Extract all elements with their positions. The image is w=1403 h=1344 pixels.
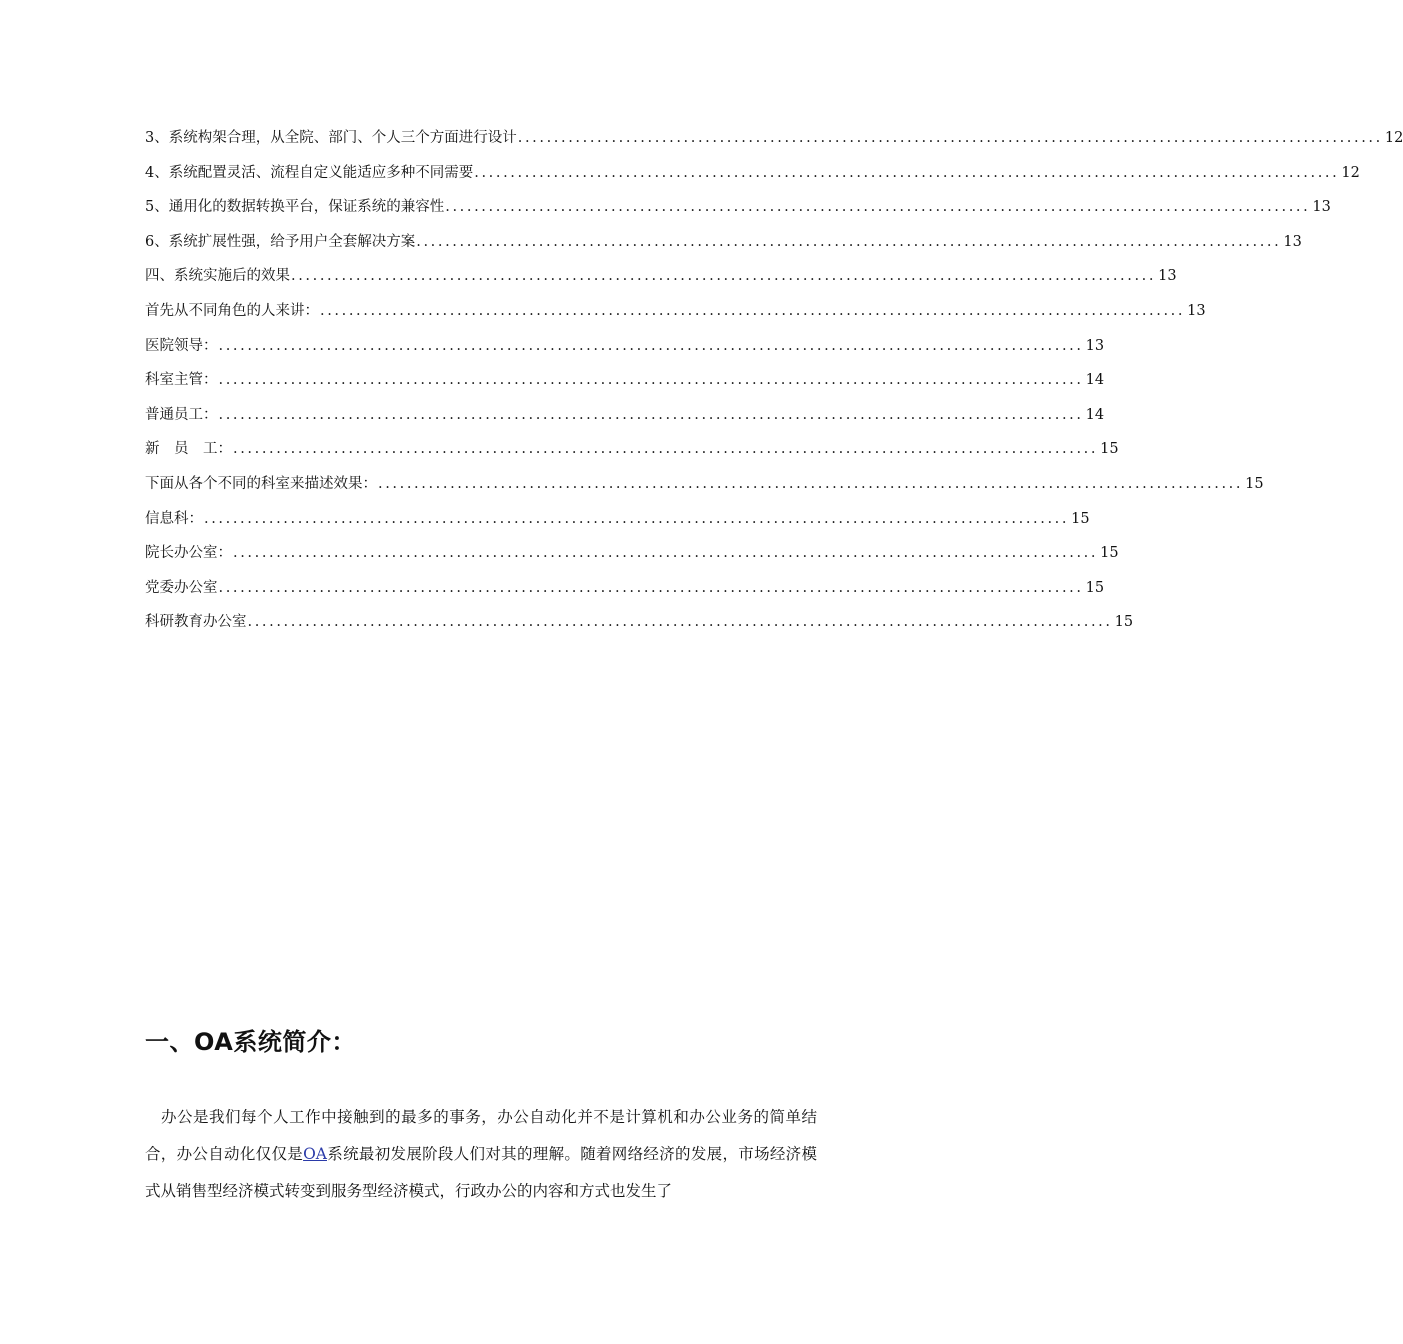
- toc-page-number: 15: [1071, 510, 1090, 527]
- toc-leader-dots: ........................................................................................................................: [445, 199, 1311, 216]
- toc-entry[interactable]: [145, 156, 1360, 191]
- toc-page-number: 13: [1085, 337, 1105, 354]
- section-heading: 一、OA系统简介：: [145, 1028, 356, 1056]
- toc-entry[interactable]: [145, 329, 1105, 364]
- toc-entry-text: 首先从不同角色的人来讲：: [145, 302, 319, 319]
- toc-entry-text: 科室主管：: [145, 372, 218, 389]
- toc-page-number: 13: [1187, 302, 1206, 319]
- toc-entry-text: 4、系统配置灵活、流程自定义能适应多种不同需要: [145, 164, 474, 181]
- toc-entry[interactable]: [145, 190, 1331, 225]
- toc-leader-dots: ........................................................................................................................: [204, 510, 1070, 527]
- toc-entry[interactable]: [145, 363, 1105, 398]
- toc-entry[interactable]: [145, 294, 1206, 329]
- toc-page-number: 13: [1283, 233, 1302, 250]
- toc-entry[interactable]: [145, 432, 1119, 467]
- toc-leader-dots: ........................................................................................................................: [517, 130, 1383, 146]
- toc-entry-text: 科研教育办公室: [145, 614, 247, 631]
- toc-entry-text: 5、通用化的数据转换平台，保证系统的兼容性: [145, 199, 445, 216]
- toc-entry-text: 信息科：: [145, 510, 203, 527]
- toc-leader-dots: ........................................................................................................................: [233, 545, 1099, 562]
- toc-page-number: 12: [1341, 164, 1360, 181]
- toc-entry-text: 6、系统扩展性强，给予用户全套解决方案: [145, 233, 416, 250]
- toc-entry[interactable]: [145, 467, 1264, 502]
- toc-entry[interactable]: [145, 605, 1134, 640]
- toc-leader-dots: ........................................................................................................................: [218, 337, 1084, 354]
- paragraph-text: 系统最初发展阶段人们对其的理解。随着网络经济的发展，市场经济模式从销售型经济模式转变到服务型经济模式，行政办公的内容和方式也发生了: [145, 1145, 817, 1200]
- toc-page-number: 15: [1245, 475, 1264, 492]
- toc-page-number: 12: [1384, 130, 1403, 146]
- toc-leader-dots: ........................................................................................................................: [247, 614, 1113, 631]
- toc-leader-dots: ........................................................................................................................: [233, 441, 1099, 458]
- toc-leader-dots: ........................................................................................................................: [474, 164, 1340, 181]
- toc-entry[interactable]: [145, 121, 1403, 156]
- toc-entry-text: 下面从各个不同的科室来描述效果：: [145, 475, 377, 492]
- toc-page-number: 13: [1158, 268, 1177, 285]
- toc-entry[interactable]: [145, 259, 1177, 294]
- toc-leader-dots: ........................................................................................................................: [218, 579, 1084, 596]
- toc-entry-text: 四、系统实施后的效果: [145, 268, 290, 285]
- toc-page-number: 15: [1100, 545, 1119, 562]
- toc-leader-dots: ........................................................................................................................: [218, 372, 1084, 389]
- toc-entry-text: 新 员 工：: [145, 441, 232, 458]
- toc-entry-text: 3、系统构架合理，从全院、部门、个人三个方面进行设计: [145, 130, 517, 146]
- toc-entry[interactable]: [145, 502, 1090, 537]
- toc-entry[interactable]: [145, 571, 1105, 606]
- table-of-contents: [145, 121, 1403, 640]
- toc-leader-dots: ........................................................................................................................: [320, 302, 1186, 319]
- toc-leader-dots: ........................................................................................................................: [378, 475, 1244, 492]
- toc-page-number: 15: [1085, 579, 1105, 596]
- paragraph-text: 办公是我们每个人工作中接触到的最多的事务，办公自动化并不是计算机和办公业务的简单结合，办公自动化仅仅是: [145, 1108, 817, 1163]
- toc-leader-dots: ........................................................................................................................: [218, 406, 1084, 423]
- toc-page-number: 15: [1100, 441, 1119, 458]
- toc-page-number: 14: [1085, 372, 1105, 389]
- toc-page-number: 14: [1085, 406, 1105, 423]
- toc-page-number: 15: [1114, 614, 1134, 631]
- toc-leader-dots: ........................................................................................................................: [416, 233, 1282, 250]
- toc-entry[interactable]: [145, 536, 1119, 571]
- toc-entry[interactable]: [145, 398, 1105, 433]
- toc-entry[interactable]: [145, 225, 1302, 260]
- toc-entry-text: 院长办公室：: [145, 545, 232, 562]
- toc-entry-text: 普通员工：: [145, 406, 218, 423]
- body-paragraph: [145, 1099, 817, 1210]
- toc-leader-dots: ........................................................................................................................: [291, 268, 1157, 285]
- toc-entry-text: 党委办公室: [145, 579, 218, 596]
- oa-link[interactable]: OA: [303, 1145, 327, 1163]
- toc-page-number: 13: [1312, 199, 1331, 216]
- toc-entry-text: 医院领导：: [145, 337, 218, 354]
